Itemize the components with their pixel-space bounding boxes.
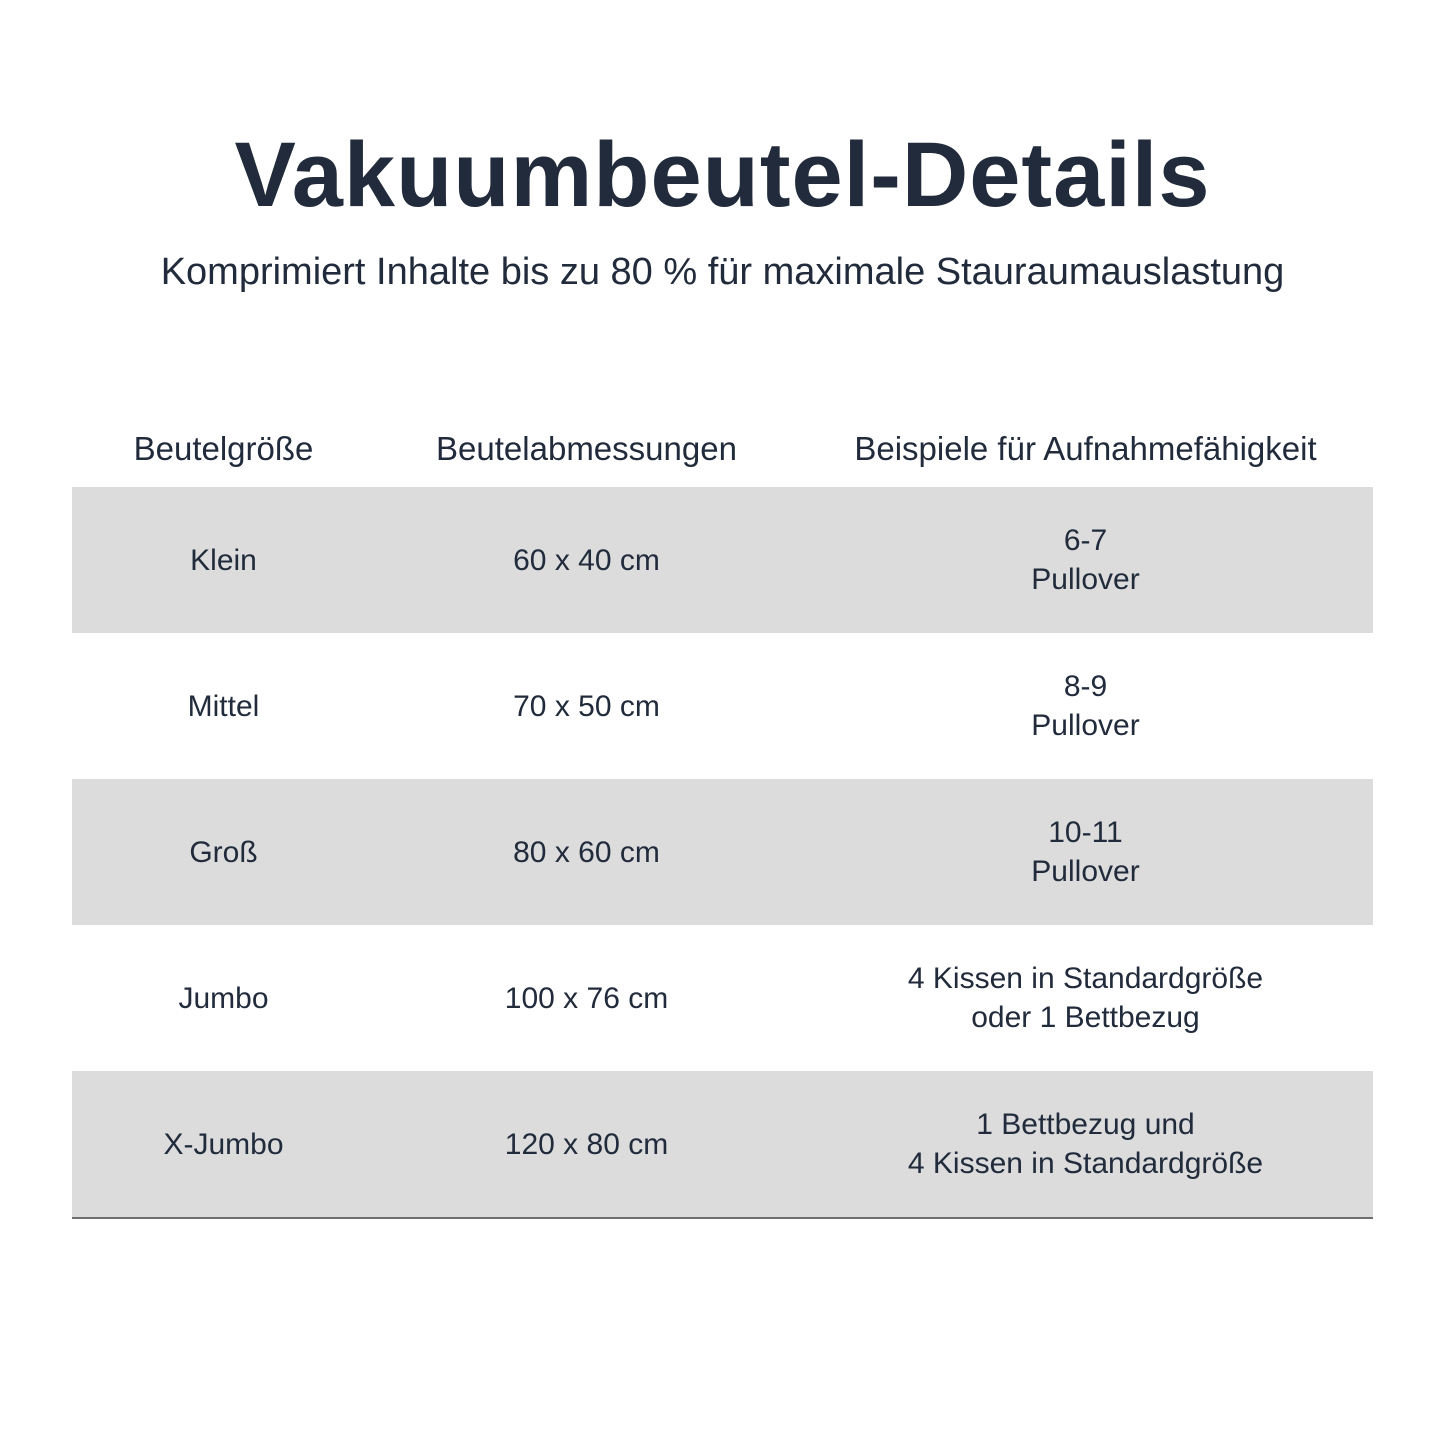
page-subtitle: Komprimiert Inhalte bis zu 80 % für maximale Stauraumauslastung [160,251,1285,293]
capacity-line-1: 6-7 [1063,524,1108,557]
page-title: Vakuumbeutel-Details [234,124,1211,226]
cell-dimensions: 100 x 76 cm [504,981,669,1015]
capacity-line-1: 4 Kissen in Standardgröße [907,962,1264,995]
capacity-line-2: Pullover [1031,563,1140,596]
cell-dimensions: 120 x 80 cm [504,1127,669,1161]
capacity-line-2: oder 1 Bettbezug [971,1001,1200,1034]
cell-size: Groß [189,835,258,869]
cell-capacity [798,959,1373,1037]
table-row [72,1071,1373,1219]
cell-capacity [798,667,1373,745]
cell-dimensions: 70 x 50 cm [513,689,660,723]
column-header-dimensions: Beutelabmessungen [436,429,737,467]
capacity-line-1: 10-11 [1048,816,1123,849]
cell-size: Klein [190,543,257,577]
cell-dimensions: 60 x 40 cm [513,543,660,577]
cell-dimensions: 80 x 60 cm [513,835,660,869]
cell-capacity [798,521,1373,599]
table-row [72,487,1373,633]
cell-capacity [798,1105,1373,1183]
details-table [72,410,1373,1219]
capacity-line-2: Pullover [1031,709,1140,742]
capacity-line-2: 4 Kissen in Standardgröße [907,1147,1264,1180]
table-row [72,779,1373,925]
column-header-capacity: Beispiele für Aufnahmefähigkeit [854,429,1317,467]
column-header-size: Beutelgröße [133,429,314,467]
table-row [72,633,1373,779]
table-header-row [72,410,1373,487]
table-row [72,925,1373,1071]
capacity-line-1: 1 Bettbezug und [976,1108,1195,1141]
cell-size: X-Jumbo [163,1127,284,1161]
capacity-line-1: 8-9 [1063,670,1108,703]
cell-size: Jumbo [178,981,269,1015]
cell-size: Mittel [187,689,260,723]
capacity-line-2: Pullover [1031,855,1140,888]
cell-capacity [798,813,1373,891]
